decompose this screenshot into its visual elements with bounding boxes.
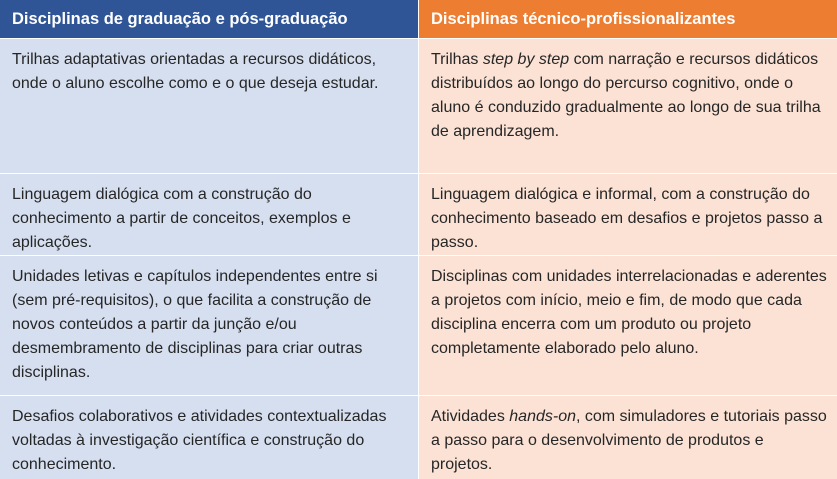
row-4-graduate-cell: Desafios colaborativos e atividades contextualizadas voltadas à investigação científica e construção do conhecimento.: [0, 395, 418, 479]
row-4-technical-cell: [418, 395, 837, 479]
row-1-graduate-cell: Trilhas adaptativas orientadas a recursos didáticos, onde o aluno escolhe como e o que deseja estudar.: [0, 38, 418, 173]
row-1-technical-emphasis: step by step: [482, 51, 570, 68]
row-4-technical-text-start: Atividades: [431, 408, 510, 425]
row-4-technical-emphasis: hands-on: [509, 408, 576, 425]
row-1-technical-text-end: com narração e recursos didáticos distribuídos ao longo do percurso cognitivo, onde o aluno é conduzido gradualmente ao longo de sua trilha de aprendizagem.: [431, 51, 821, 140]
row-2-technical-cell: Linguagem dialógica e informal, com a construção do conhecimento baseado em desafios e projetos passo a passo.: [418, 173, 837, 255]
row-1-technical-cell: [418, 38, 837, 173]
row-3-graduate-cell: Unidades letivas e capítulos independentes entre si (sem pré-requisitos), o que facilita a construção de novos conteúdos a partir da junção e/ou desmembramento de disciplinas para criar outras disciplinas.: [0, 255, 418, 395]
row-1-technical-text-start: Trilhas: [431, 51, 483, 68]
header-technical-courses: Disciplinas técnico-profissionalizantes: [418, 0, 837, 38]
row-3-technical-cell: Disciplinas com unidades interrelacionadas e aderentes a projetos com início, meio e fim, de modo que cada disciplina encerra com um produto ou projeto completamente elaborado pelo aluno.: [418, 255, 837, 395]
row-2-graduate-cell: Linguagem dialógica com a construção do conhecimento a partir de conceitos, exemplos e aplicações.: [0, 173, 418, 255]
row-4-technical-text-end: , com simuladores e tutoriais passo a passo para o desenvolvimento de produtos e projetos.: [431, 408, 827, 473]
header-graduate-courses: Disciplinas de graduação e pós-graduação: [0, 0, 418, 38]
